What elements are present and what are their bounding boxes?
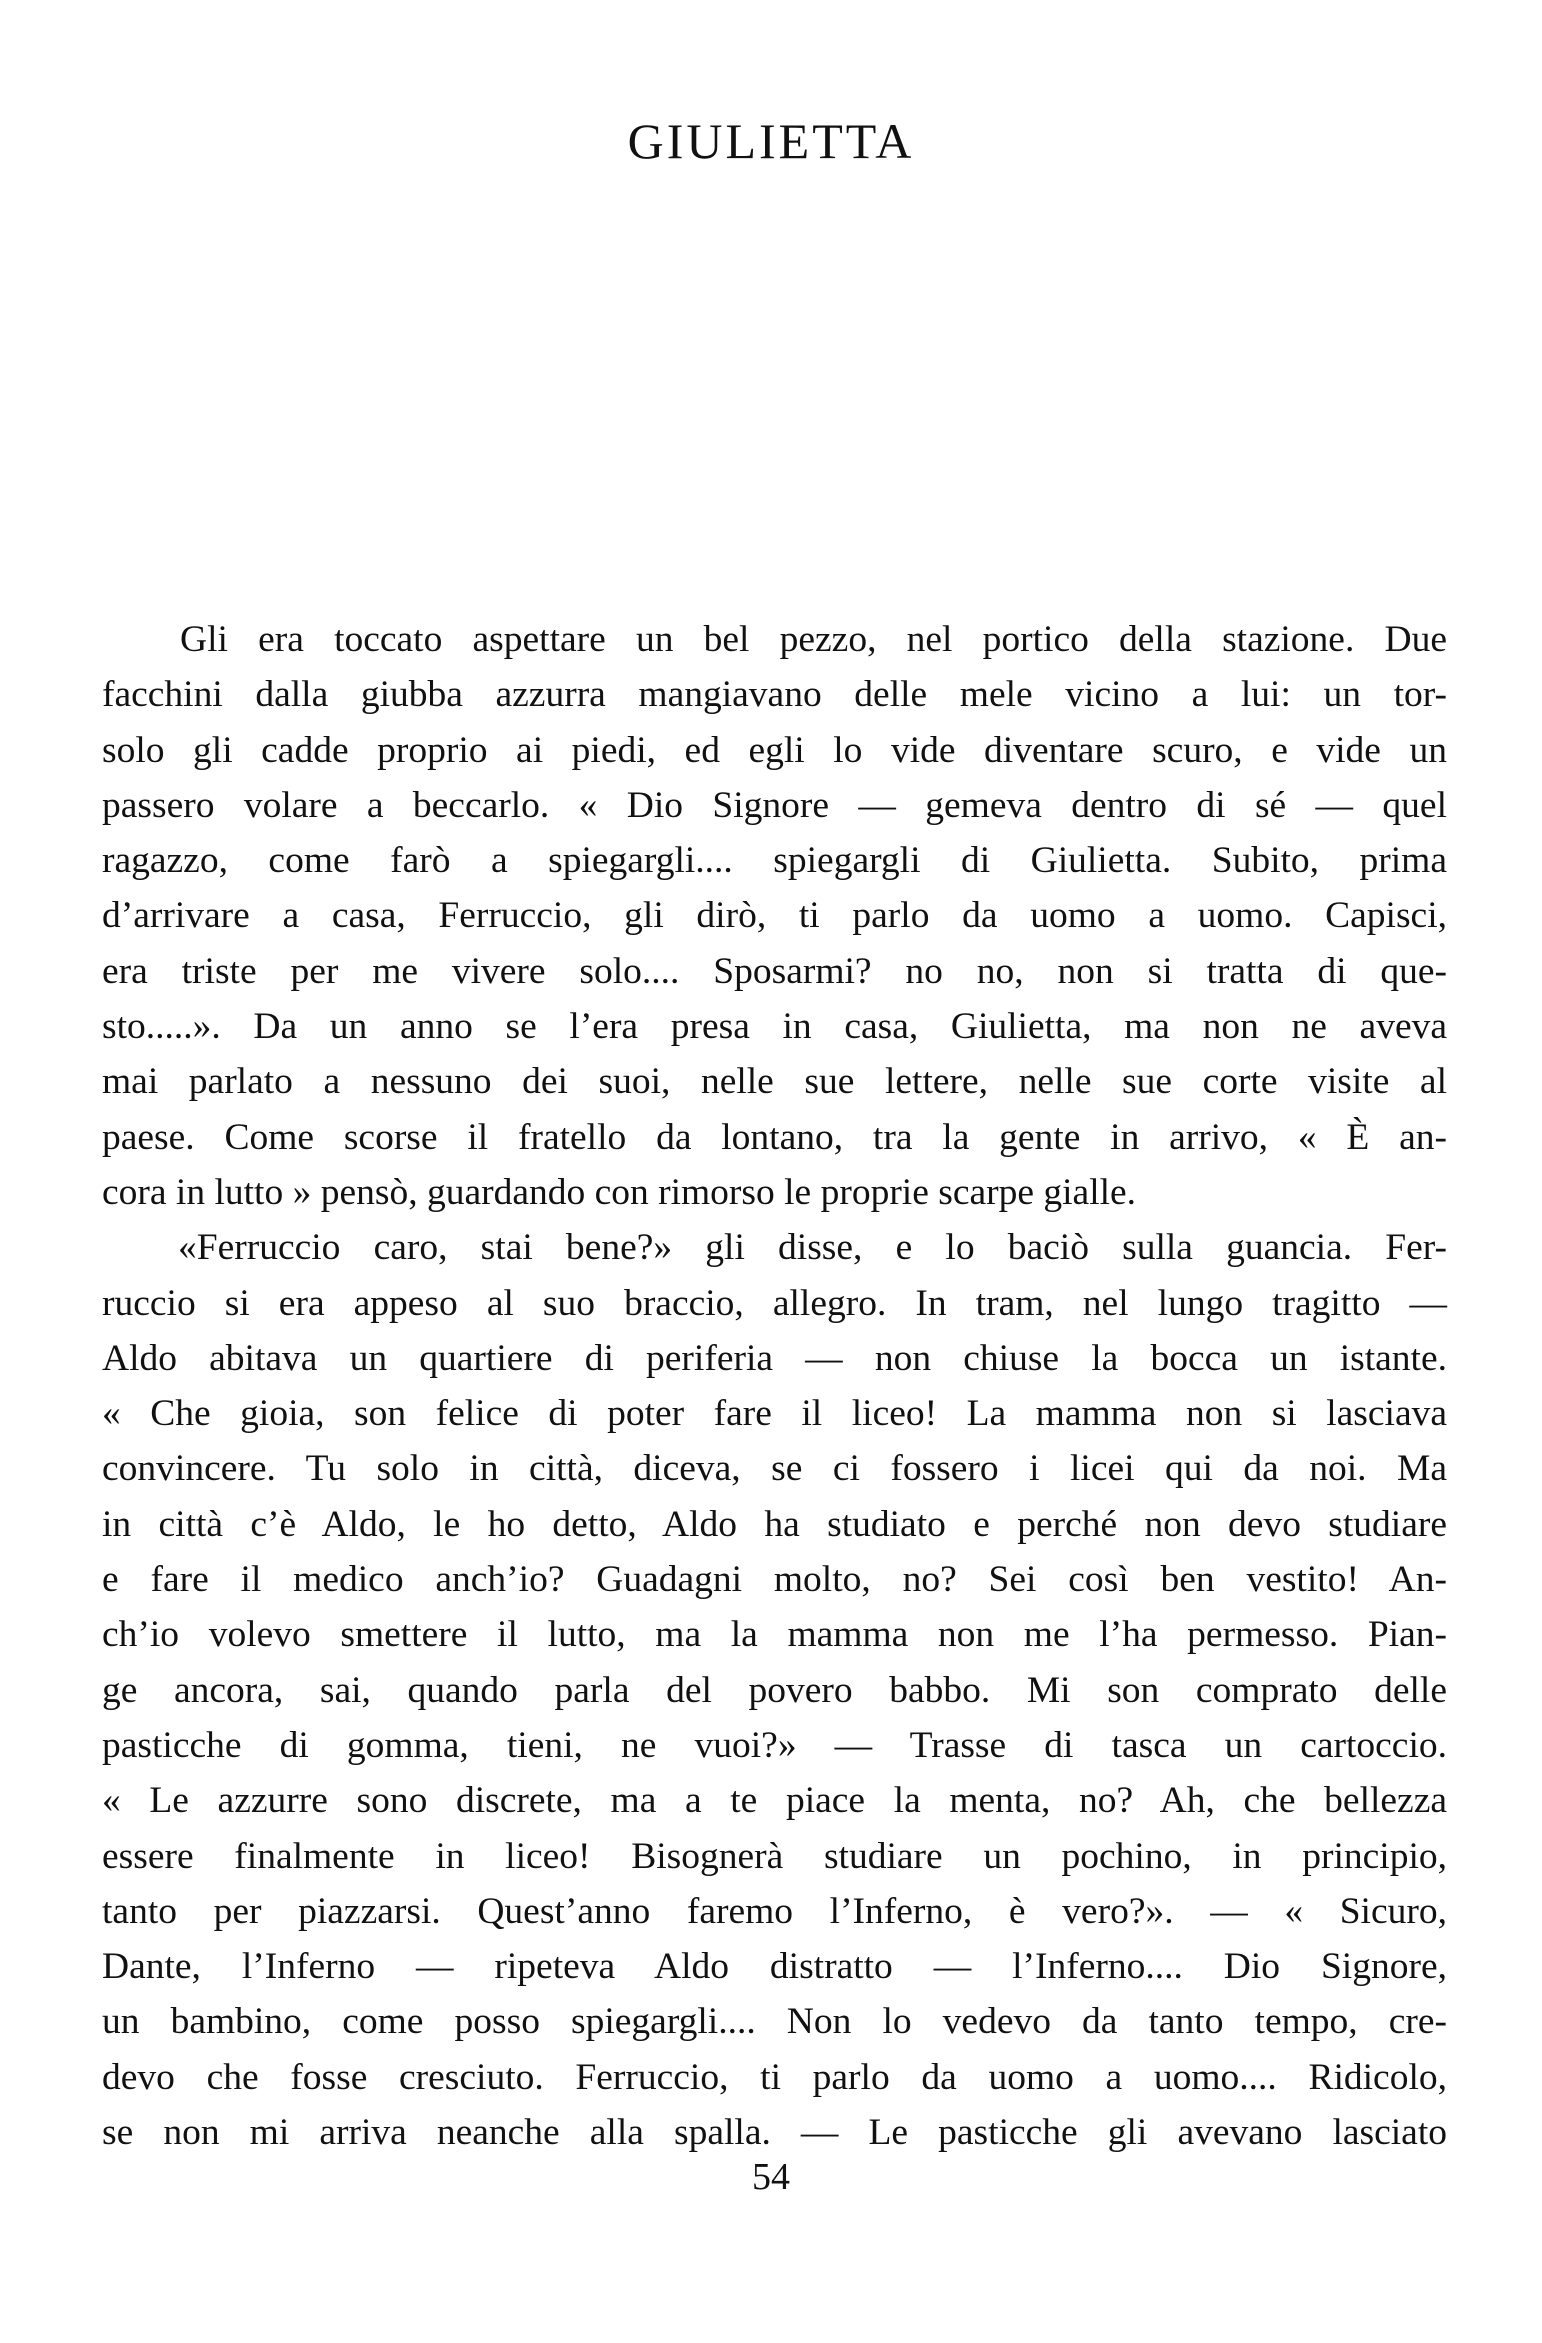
text-line: ch’io volevo smettere il lutto, ma la mamma non me l’ha permesso. Pian- <box>102 1614 1447 1656</box>
text-line: Dante, l’Inferno — ripeteva Aldo distratto — l’Inferno.... Dio Signore, <box>102 1946 1447 1988</box>
text-line: facchini dalla giubba azzurra mangiavano delle mele vicino a lui: un tor- <box>102 674 1447 716</box>
body-text <box>102 612 1447 2160</box>
text-line: devo che fosse cresciuto. Ferruccio, ti parlo da uomo a uomo.... Ridicolo, <box>102 2056 1447 2098</box>
text-line: sto.....». Da un anno se l’era presa in casa, Giulietta, ma non ne aveva <box>102 1006 1447 1048</box>
text-line: pasticche di gomma, tieni, ne vuoi?» — Trasse di tasca un cartoccio. <box>102 1724 1447 1766</box>
text-line: d’arrivare a casa, Ferruccio, gli dirò, ti parlo da uomo a uomo. Capisci, <box>102 895 1447 937</box>
text-line: Gli era toccato aspettare un bel pezzo, nel portico della stazione. Due <box>180 619 1447 660</box>
text-line: tanto per piazzarsi. Quest’anno faremo l’Inferno, è vero?». — « Sicuro, <box>102 1890 1447 1932</box>
text-line: «Ferruccio caro, stai bene?» gli disse, e lo baciò sulla guancia. Fer- <box>178 1227 1447 1269</box>
page-number: 54 <box>752 2156 790 2198</box>
text-line: paese. Come scorse il fratello da lontano, tra la gente in arrivo, « È an- <box>102 1116 1447 1158</box>
text-line: Aldo abitava un quartiere di periferia — non chiuse la bocca un istante. <box>102 1337 1447 1379</box>
text-line: essere finalmente in liceo! Bisognerà studiare un pochino, in principio, <box>102 1835 1447 1877</box>
text-line: « Che gioia, son felice di poter fare il liceo! La mamma non si lasciava <box>102 1393 1447 1435</box>
text-line: ragazzo, come farò a spiegargli.... spiegargli di Giulietta. Subito, prima <box>102 840 1447 882</box>
text-line: passero volare a beccarlo. « Dio Signore — gemeva dentro di sé — quel <box>102 784 1447 826</box>
text-line: se non mi arriva neanche alla spalla. — Le pasticche gli avevano lasciato <box>102 2112 1447 2154</box>
text-line: un bambino, come posso spiegargli.... Non lo vedevo da tanto tempo, cre- <box>102 2001 1447 2043</box>
text-line: « Le azzurre sono discrete, ma a te piace la menta, no? Ah, che bellezza <box>102 1780 1447 1822</box>
text-line: in città c’è Aldo, le ho detto, Aldo ha studiato e perché non devo studiare <box>102 1503 1447 1545</box>
text-line: mai parlato a nessuno dei suoi, nelle sue lettere, nelle sue corte visite al <box>102 1061 1447 1103</box>
text-line: solo gli cadde proprio ai piedi, ed egli lo vide diventare scuro, e vide un <box>102 729 1447 771</box>
text-line: e fare il medico anch’io? Guadagni molto, no? Sei così ben vestito! An- <box>102 1559 1447 1601</box>
text-line: cora in lutto » pensò, guardando con rimorso le proprie scarpe gialle. <box>102 1171 1137 1213</box>
text-line: era triste per me vivere solo.... Sposarmi? no no, non si tratta di que- <box>102 950 1447 992</box>
text-line: ge ancora, sai, quando parla del povero babbo. Mi son comprato delle <box>102 1669 1447 1711</box>
text-line: ruccio si era appeso al suo braccio, allegro. In tram, nel lungo tragitto — <box>102 1282 1447 1324</box>
text-line: convincere. Tu solo in città, diceva, se ci fossero i licei qui da noi. Ma <box>102 1448 1447 1490</box>
page-title: GIULIETTA <box>627 113 915 169</box>
